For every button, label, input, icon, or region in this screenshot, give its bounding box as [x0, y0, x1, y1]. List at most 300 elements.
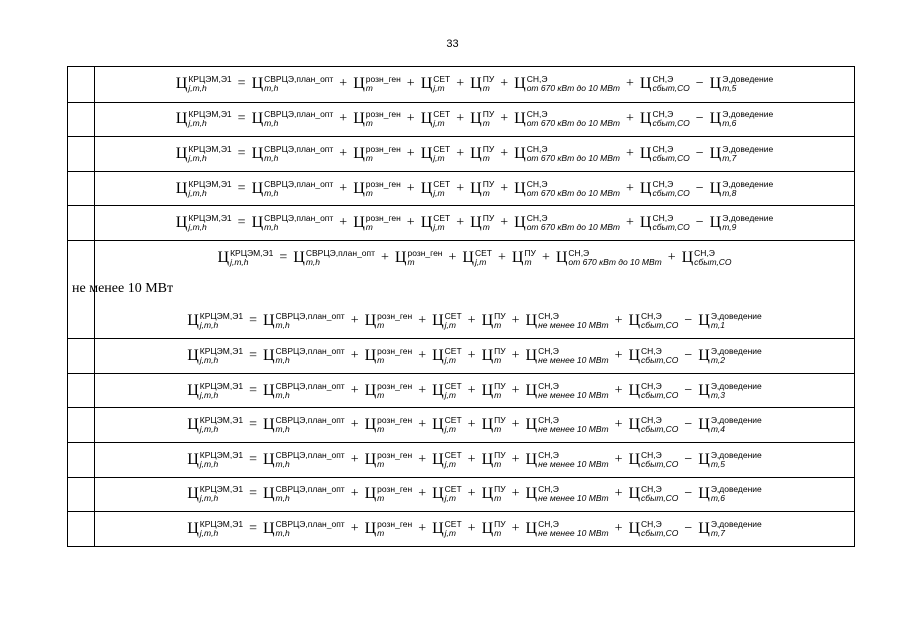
term-superscript: ПУ: [494, 415, 506, 426]
term-base: Ц: [525, 416, 538, 434]
plus-sign: +: [467, 312, 476, 328]
formula: [187, 451, 762, 469]
term-superscript: ПУ: [494, 484, 506, 495]
term-superscript: СН,Э: [652, 213, 674, 224]
term-superscript: ПУ: [482, 143, 495, 154]
term-subscript: от 670 кВт до 10 МВт: [526, 83, 620, 94]
term-superscript: СН,Э: [652, 178, 674, 189]
term-base: Ц: [470, 144, 482, 162]
plus-sign: +: [350, 451, 359, 467]
plus-sign: +: [511, 417, 520, 433]
term-base: Ц: [555, 248, 568, 266]
term-subscript: m,h: [275, 319, 290, 330]
term-indices: [652, 145, 689, 163]
term-indices: [433, 75, 450, 93]
minus-sign: −: [684, 347, 693, 363]
formula-lhs: [187, 312, 243, 330]
term-superscript: ПУ: [494, 449, 506, 460]
term-subscript: от 670 кВт до 10 МВт: [526, 152, 620, 163]
term-subscript: сбыт,СО: [652, 152, 690, 163]
term-subscript: m,8: [722, 187, 737, 198]
term-superscript: Э,доведение: [710, 518, 762, 529]
term-base: Ц: [364, 346, 377, 364]
term-superscript: розн_ген: [365, 74, 401, 85]
plus-sign: +: [456, 180, 465, 196]
term-indices: [538, 312, 608, 330]
term-base: Ц: [187, 485, 199, 503]
equals-sign: =: [249, 520, 257, 536]
term-indices: [538, 520, 608, 538]
formula-term: [263, 312, 345, 330]
term-subscript: сбыт,СО: [641, 319, 679, 330]
term-subscript: от 670 кВт до 10 МВт: [526, 187, 620, 198]
formula-term: [432, 382, 462, 400]
section-row: [68, 275, 854, 304]
formula-term: [470, 75, 494, 93]
term-base: Ц: [353, 179, 365, 197]
minus-sign: −: [684, 486, 693, 502]
term-indices: [722, 180, 773, 198]
formula-term: [640, 145, 690, 163]
term-subscript: m,h: [275, 458, 290, 469]
formula-term: [526, 347, 609, 365]
formula-term: [710, 180, 774, 198]
term-indices: [641, 347, 678, 365]
term-indices: [538, 416, 608, 434]
term-superscript: СН,Э: [641, 310, 662, 321]
term-superscript: СН,Э: [526, 74, 548, 85]
term-indices: [711, 347, 762, 365]
formula-term: [526, 451, 609, 469]
term-indices: [407, 249, 442, 267]
term-superscript: СВРЦЭ,план_опт: [275, 310, 345, 321]
plus-sign: +: [625, 215, 634, 231]
term-subscript: j,m: [433, 222, 445, 233]
term-indices: [445, 382, 462, 400]
term-base: Ц: [432, 381, 444, 399]
formula-term: [526, 382, 609, 400]
term-indices: [377, 520, 412, 538]
term-base: Ц: [709, 110, 722, 128]
term-superscript: СЕТ: [433, 143, 451, 154]
section-label: не менее 10 МВт: [72, 281, 174, 297]
plus-sign: +: [541, 249, 550, 265]
term-base: Ц: [293, 248, 305, 266]
term-subscript: сбыт,СО: [694, 256, 732, 267]
term-superscript: СН,Э: [526, 143, 548, 154]
term-indices: [722, 110, 773, 128]
formula-term: [263, 416, 345, 434]
term-base: Ц: [514, 179, 526, 197]
formula-term: [514, 75, 620, 93]
term-subscript: не менее 10 МВт: [538, 493, 609, 504]
term-indices: [494, 382, 506, 400]
term-superscript: Э,доведение: [722, 178, 774, 189]
plus-sign: +: [500, 180, 509, 196]
term-base: Ц: [364, 519, 377, 537]
term-subscript: j,m,h: [188, 118, 207, 129]
term-base: Ц: [481, 381, 494, 399]
plus-sign: +: [339, 215, 348, 231]
term-base: Ц: [639, 214, 652, 232]
term-base: Ц: [628, 381, 641, 399]
term-base: Ц: [251, 214, 264, 232]
term-subscript: не менее 10 МВт: [538, 354, 609, 365]
formula-term: [640, 214, 690, 232]
formula-term: [432, 347, 462, 365]
term-subscript: сбыт,СО: [641, 354, 679, 365]
term-base: Ц: [262, 450, 275, 468]
plus-sign: +: [418, 312, 427, 328]
term-subscript: j,m: [444, 527, 456, 538]
formula-term: [470, 180, 494, 198]
term-superscript: СН,Э: [538, 415, 559, 426]
term-subscript: сбыт,СО: [641, 493, 679, 504]
term-base: Ц: [175, 179, 188, 197]
term-superscript: СВРЦЭ,план_опт: [275, 380, 345, 391]
term-subscript: m,4: [710, 424, 725, 435]
term-superscript: ПУ: [482, 74, 495, 85]
term-base: Ц: [639, 75, 652, 93]
term-indices: [200, 382, 243, 400]
term-base: Ц: [628, 450, 641, 468]
formula-term: [628, 382, 678, 400]
plus-sign: +: [614, 520, 623, 536]
term-subscript: m: [494, 389, 502, 400]
plus-sign: +: [467, 347, 476, 363]
term-superscript: Э,доведение: [722, 74, 774, 85]
term-superscript: СН,Э: [538, 345, 559, 356]
term-superscript: розн_ген: [377, 449, 413, 460]
term-base: Ц: [628, 311, 641, 329]
term-indices: [483, 75, 495, 93]
term-base: Ц: [364, 311, 377, 329]
term-indices: [641, 416, 678, 434]
formula-lhs: [187, 416, 243, 434]
term-indices: [276, 312, 345, 330]
plus-sign: +: [497, 249, 506, 265]
term-indices: [652, 180, 689, 198]
plus-sign: +: [467, 486, 476, 502]
term-base: Ц: [628, 519, 641, 537]
term-base: Ц: [251, 110, 264, 128]
term-subscript: j,m: [444, 424, 456, 435]
term-base: Ц: [364, 450, 377, 468]
plus-sign: +: [418, 486, 427, 502]
term-superscript: КРЦЭМ,Э1: [199, 518, 244, 529]
term-superscript: розн_ген: [377, 345, 413, 356]
term-base: Ц: [639, 144, 652, 162]
term-indices: [538, 382, 608, 400]
plus-sign: +: [625, 145, 634, 161]
term-indices: [641, 451, 678, 469]
formula-term: [252, 75, 334, 93]
term-indices: [188, 180, 231, 198]
formula-lhs: [176, 145, 232, 163]
plus-sign: +: [406, 180, 415, 196]
term-superscript: розн_ген: [377, 484, 413, 495]
term-superscript: СН,Э: [641, 380, 662, 391]
term-superscript: СВРЦЭ,план_опт: [264, 178, 334, 189]
formula-term: [628, 451, 678, 469]
term-base: Ц: [432, 346, 444, 364]
term-indices: [527, 110, 620, 128]
term-base: Ц: [187, 311, 199, 329]
term-subscript: j,m,h: [199, 319, 219, 330]
formula-term: [640, 75, 690, 93]
plus-sign: +: [418, 382, 427, 398]
term-superscript: КРЦЭМ,Э1: [188, 143, 232, 154]
formula-term: [365, 520, 413, 538]
term-base: Ц: [262, 519, 275, 537]
term-base: Ц: [525, 346, 538, 364]
term-superscript: СВРЦЭ,план_опт: [264, 74, 334, 85]
plus-sign: +: [614, 312, 623, 328]
term-base: Ц: [420, 179, 433, 197]
term-indices: [527, 180, 620, 198]
term-base: Ц: [525, 381, 538, 399]
formula-lhs: [187, 382, 243, 400]
term-indices: [366, 214, 401, 232]
term-indices: [264, 180, 333, 198]
plus-sign: +: [339, 76, 348, 92]
formula-row: [68, 407, 854, 442]
formula-rows-group-2: [68, 304, 854, 546]
term-superscript: КРЦЭМ,Э1: [199, 310, 244, 321]
term-superscript: СН,Э: [641, 518, 662, 529]
equals-sign: =: [237, 145, 246, 161]
plus-sign: +: [614, 347, 623, 363]
term-indices: [483, 145, 495, 163]
term-indices: [711, 382, 762, 400]
formula: [176, 110, 773, 128]
term-indices: [722, 75, 773, 93]
term-subscript: не менее 10 МВт: [538, 527, 609, 538]
term-indices: [188, 110, 231, 128]
term-superscript: розн_ген: [377, 380, 413, 391]
term-superscript: СН,Э: [538, 380, 559, 391]
term-subscript: m,2: [710, 354, 725, 365]
formula-term: [710, 145, 774, 163]
formula-row: [68, 511, 854, 546]
formula-term: [365, 382, 413, 400]
term-indices: [483, 180, 495, 198]
term-base: Ц: [353, 75, 365, 93]
term-indices: [366, 180, 401, 198]
formula-lhs: [176, 214, 232, 232]
term-base: Ц: [470, 75, 482, 93]
term-base: Ц: [698, 311, 710, 329]
term-subscript: m: [494, 319, 502, 330]
formula-table: [67, 66, 855, 547]
term-base: Ц: [628, 485, 641, 503]
formula-row: [68, 338, 854, 373]
term-base: Ц: [628, 346, 641, 364]
term-superscript: Э,доведение: [710, 484, 762, 495]
term-base: Ц: [175, 110, 188, 128]
plus-sign: +: [467, 451, 476, 467]
term-indices: [276, 416, 345, 434]
formula-term: [470, 145, 494, 163]
term-superscript: Э,доведение: [722, 213, 774, 224]
plus-sign: +: [625, 111, 634, 127]
term-superscript: СН,Э: [538, 449, 559, 460]
formula-row: [68, 102, 854, 137]
term-indices: [494, 347, 506, 365]
plus-sign: +: [406, 76, 415, 92]
term-indices: [433, 214, 450, 232]
term-base: Ц: [175, 75, 188, 93]
term-superscript: розн_ген: [365, 143, 401, 154]
formula-term: [421, 75, 451, 93]
term-subscript: сбыт,СО: [652, 187, 690, 198]
term-superscript: розн_ген: [377, 415, 413, 426]
plus-sign: +: [350, 486, 359, 502]
term-subscript: m: [365, 118, 373, 129]
term-indices: [230, 249, 273, 267]
term-subscript: от 670 кВт до 10 МВт: [526, 118, 620, 129]
formula: [187, 485, 762, 503]
equals-sign: =: [279, 249, 288, 265]
formula-term: [263, 485, 345, 503]
term-base: Ц: [698, 381, 710, 399]
term-base: Ц: [187, 519, 199, 537]
plus-sign: +: [467, 417, 476, 433]
term-subscript: m: [377, 527, 385, 538]
term-base: Ц: [709, 214, 722, 232]
formula-row: [68, 304, 854, 339]
term-subscript: m,5: [722, 83, 737, 94]
formula-term: [710, 110, 774, 128]
term-superscript: СН,Э: [526, 109, 548, 120]
formula-lhs: [187, 485, 243, 503]
term-subscript: m: [377, 458, 385, 469]
plus-sign: +: [500, 145, 509, 161]
formula-term: [470, 110, 494, 128]
plus-sign: +: [381, 249, 389, 265]
formula-term: [421, 214, 451, 232]
term-indices: [711, 451, 762, 469]
formula-row: [68, 205, 854, 240]
term-base: Ц: [251, 75, 264, 93]
plus-sign: +: [418, 417, 427, 433]
term-subscript: j,m: [433, 187, 445, 198]
term-subscript: от 670 кВт до 10 МВт: [568, 256, 662, 267]
formula-term: [252, 145, 334, 163]
term-subscript: m: [377, 354, 385, 365]
term-subscript: сбыт,СО: [652, 83, 690, 94]
term-superscript: СН,Э: [641, 415, 662, 426]
term-subscript: m,h: [305, 256, 321, 267]
equals-sign: =: [237, 180, 246, 196]
term-superscript: розн_ген: [377, 518, 413, 529]
term-indices: [494, 520, 506, 538]
formula-row: [68, 373, 854, 408]
formula-lhs: [176, 75, 232, 93]
equals-sign: =: [237, 215, 246, 231]
plus-sign: +: [350, 417, 359, 433]
term-subscript: от 670 кВт до 10 МВт: [526, 222, 620, 233]
plus-sign: +: [339, 180, 348, 196]
term-subscript: m: [365, 83, 373, 94]
term-indices: [641, 382, 678, 400]
minus-sign: −: [695, 215, 704, 231]
formula-term: [432, 451, 462, 469]
formula-term: [263, 451, 345, 469]
term-base: Ц: [187, 346, 199, 364]
formula: [187, 416, 762, 434]
formula-term: [353, 180, 401, 198]
term-base: Ц: [217, 248, 230, 266]
formula-term: [365, 347, 413, 365]
term-subscript: m,h: [264, 222, 279, 233]
term-subscript: m,h: [275, 354, 290, 365]
term-indices: [377, 312, 412, 330]
term-subscript: m: [494, 493, 502, 504]
term-superscript: Э,доведение: [710, 415, 762, 426]
formula-term: [698, 312, 762, 330]
term-indices: [200, 312, 243, 330]
minus-sign: −: [695, 145, 704, 161]
term-subscript: m,h: [264, 83, 279, 94]
formula-term: [514, 180, 620, 198]
term-indices: [445, 520, 462, 538]
term-subscript: сбыт,СО: [652, 118, 690, 129]
formula-term: [514, 145, 620, 163]
term-base: Ц: [698, 450, 710, 468]
term-subscript: не менее 10 МВт: [538, 424, 609, 435]
term-base: Ц: [514, 214, 526, 232]
minus-sign: −: [684, 312, 693, 328]
term-subscript: m: [494, 424, 502, 435]
term-superscript: СЕТ: [433, 74, 451, 85]
formula-term: [263, 520, 345, 538]
plus-sign: +: [350, 347, 359, 363]
term-superscript: СН,Э: [641, 345, 662, 356]
formula-term: [421, 180, 451, 198]
term-indices: [652, 75, 689, 93]
term-subscript: m,h: [264, 187, 279, 198]
term-subscript: m: [482, 152, 490, 163]
term-subscript: j,m: [433, 118, 445, 129]
term-subscript: j,m: [444, 493, 456, 504]
term-superscript: Э,доведение: [722, 109, 774, 120]
term-superscript: КРЦЭМ,Э1: [199, 380, 244, 391]
term-indices: [276, 520, 345, 538]
term-base: Ц: [639, 179, 652, 197]
term-base: Ц: [187, 416, 199, 434]
term-indices: [377, 416, 412, 434]
term-base: Ц: [262, 311, 275, 329]
term-base: Ц: [262, 485, 275, 503]
term-subscript: m,h: [275, 527, 290, 538]
term-superscript: СН,Э: [652, 74, 674, 85]
term-base: Ц: [353, 144, 365, 162]
term-base: Ц: [187, 381, 199, 399]
term-base: Ц: [462, 248, 474, 266]
formula-term: [628, 416, 678, 434]
term-indices: [264, 75, 333, 93]
term-base: Ц: [481, 346, 494, 364]
formula-term: [470, 214, 494, 232]
term-superscript: СВРЦЭ,план_опт: [275, 345, 345, 356]
term-subscript: m: [482, 222, 490, 233]
equals-sign: =: [249, 451, 257, 467]
term-superscript: СЕТ: [444, 449, 462, 460]
term-base: Ц: [420, 110, 433, 128]
formula-term: [628, 520, 678, 538]
term-subscript: m: [524, 256, 532, 267]
